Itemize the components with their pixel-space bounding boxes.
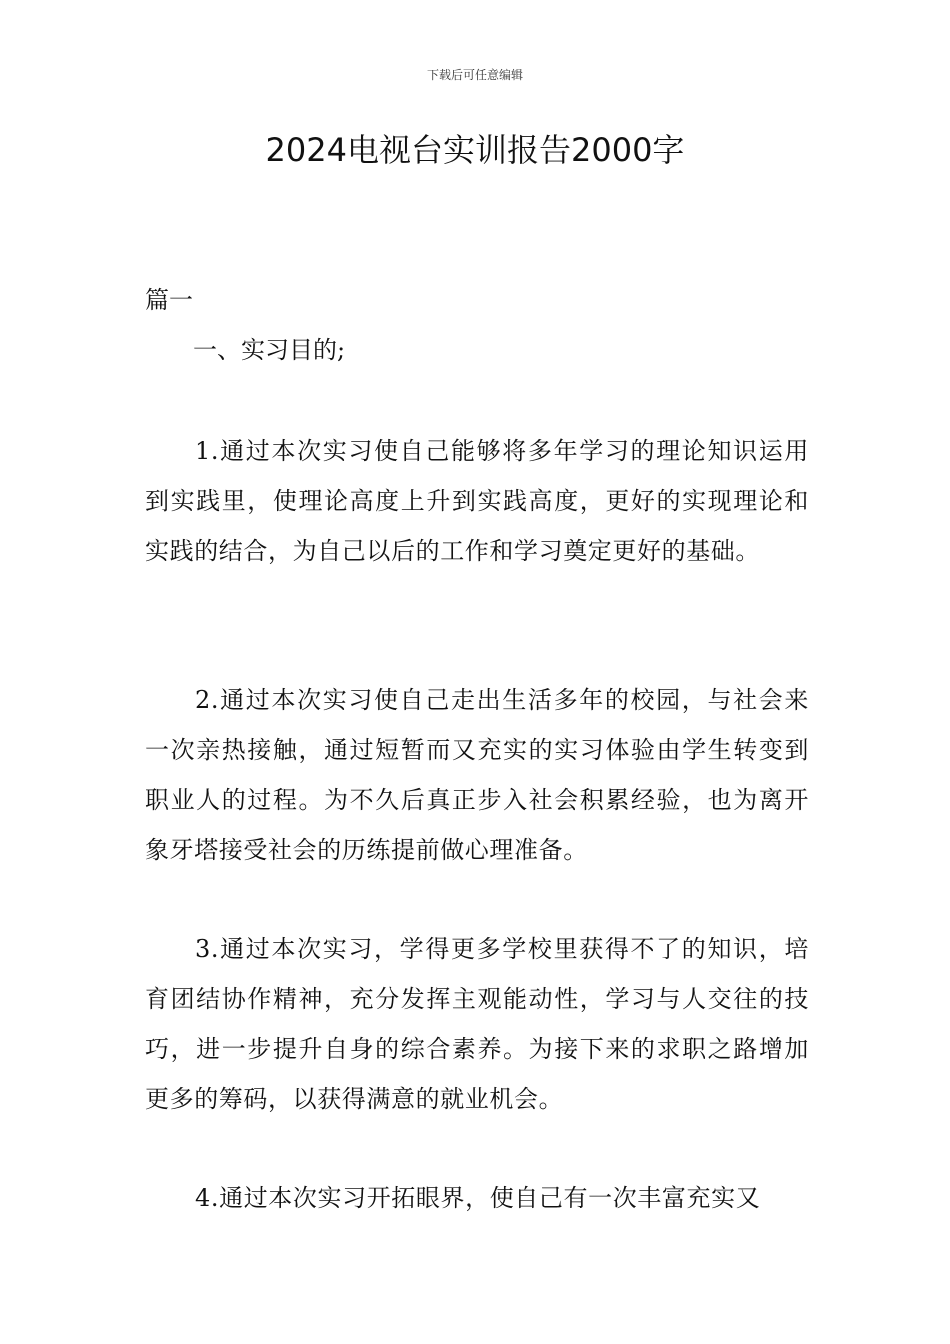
document-title: 2024电视台实训报告2000字 (265, 131, 685, 169)
paragraph-1: 1.通过本次实习使自己能够将多年学习的理论知识运用到实践里，使理论高度上升到实践高度，更好的实现理论和实践的结合，为自己以后的工作和学习奠定更好的基础。 (145, 437, 809, 565)
section-heading: 一、实习目的; (193, 336, 346, 364)
section-label: 篇一 (145, 286, 193, 314)
paragraph-2: 2.通过本次实习使自己走出生活多年的校园，与社会来一次亲热接触，通过短暂而又充实的实习体验由学生转变到职业人的过程。为不久后真正步入社会积累经验，也为离开象牙塔接受社会的历练提前做心理准备。 (145, 686, 809, 864)
header-note: 下载后可任意编辑 (426, 68, 523, 82)
paragraph-4: 4.通过本次实习开拓眼界，使自己有一次丰富充实又 (195, 1184, 761, 1212)
paragraph-3: 3.通过本次实习，学得更多学校里获得不了的知识，培育团结协作精神，充分发挥主观能动性，学习与人交往的技巧，进一步提升自身的综合素养。为接下来的求职之路增加更多的筹码，以获得满意的就业机会。 (145, 935, 809, 1113)
